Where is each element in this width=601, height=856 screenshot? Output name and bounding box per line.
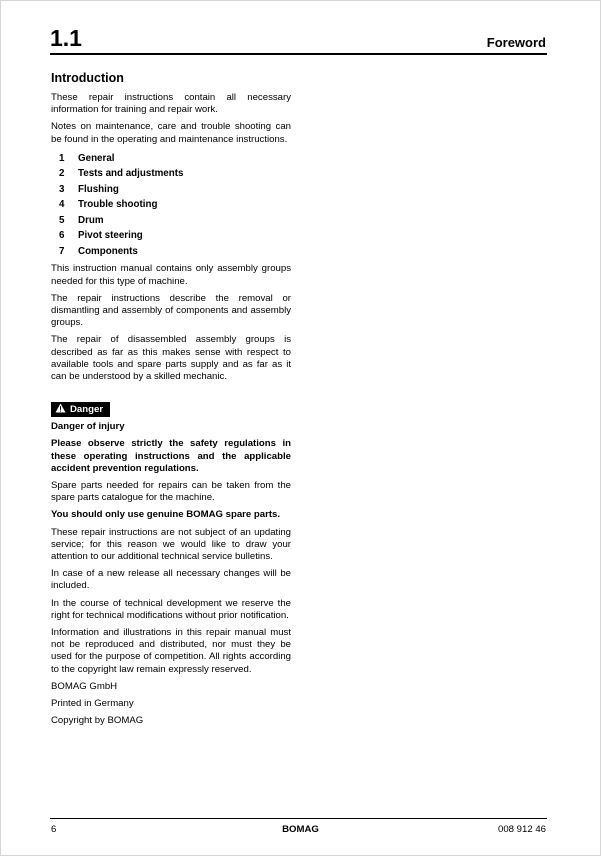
chapter-item — [51, 182, 291, 198]
chapter-number: 3 — [59, 183, 65, 195]
paragraph: Information and illustrations in this repair manual must not be reproduced and distributed, nor must they be used for the purpose of competition. All rights according to the copyright law remain expressly reserved. — [51, 626, 291, 675]
chapter-label: Components — [78, 245, 138, 257]
danger-badge — [51, 402, 110, 417]
chapter-item — [51, 197, 291, 213]
chapter-item — [51, 151, 291, 167]
chapter-number: 5 — [59, 214, 65, 226]
text-column — [51, 71, 291, 732]
paragraph: This instruction manual contains only assembly groups needed for this type of machine. — [51, 263, 291, 287]
introduction-heading: Introduction — [51, 71, 124, 85]
paragraph: In case of a new release all necessary changes will be included. — [51, 568, 291, 592]
company-name: BOMAG GmbH — [51, 680, 118, 692]
chapter-item — [51, 166, 291, 182]
chapter-number: 7 — [59, 245, 65, 257]
chapter-label: Tests and adjustments — [78, 168, 184, 180]
section-number: 1.1 — [50, 25, 82, 51]
paragraph: You should only use genuine BOMAG spare parts. — [51, 509, 281, 521]
printed-in: Printed in Germany — [51, 698, 134, 709]
document-number: 008 912 46 — [497, 824, 546, 835]
chapter-label: Trouble shooting — [78, 199, 158, 211]
page-number: 6 — [51, 824, 57, 835]
chapter-label: Drum — [78, 214, 104, 226]
chapter-item — [51, 244, 291, 260]
footer-brand: BOMAG — [282, 824, 319, 835]
chapter-label: Flushing — [78, 183, 119, 195]
chapter-number: 4 — [59, 199, 65, 211]
danger-title: Danger of injury — [51, 421, 125, 433]
chapter-number: 6 — [59, 230, 65, 242]
warning-triangle-icon — [55, 403, 66, 416]
paragraph: These repair instructions are not subject of an updating service; for this reason we would like to draw your attention to our additional technical service bulletins. — [51, 526, 291, 562]
paragraph: The repair of disassembled assembly groups is described as far as this makes sense with respect to available tools and spare parts supply and as far as it can be understood by a skilled mechanic. — [51, 334, 291, 382]
paragraph: Spare parts needed for repairs can be taken from the spare parts catalogue for the machine. — [51, 479, 291, 504]
danger-text: Please observe strictly the safety regulations in these operating instructions and the applicable accident prevention regulations. — [51, 438, 291, 474]
chapter-number: 1 — [59, 152, 65, 164]
chapter-label: Pivot steering — [78, 230, 143, 242]
chapter-label: General — [78, 152, 115, 164]
chapter-item — [51, 213, 291, 229]
chapter-list — [51, 151, 291, 260]
danger-badge-label: Danger — [70, 404, 104, 416]
paragraph: In the course of technical development we reserve the right for technical modifications without prior notification. — [51, 597, 291, 621]
footer-rule — [50, 818, 547, 819]
chapter-item — [51, 228, 291, 244]
header-rule — [50, 53, 547, 55]
header-title: Foreword — [486, 35, 546, 50]
paragraph: Notes on maintenance, care and trouble shooting can be found in the operating and maintenance instructions. — [51, 121, 291, 145]
chapter-number: 2 — [59, 168, 65, 180]
paragraph: These repair instructions contain all necessary information for training and repair work. — [51, 92, 291, 116]
copyright: Copyright by BOMAG — [51, 715, 144, 727]
paragraph: The repair instructions describe the removal or dismantling and assembly of components and assembly groups. — [51, 292, 291, 329]
